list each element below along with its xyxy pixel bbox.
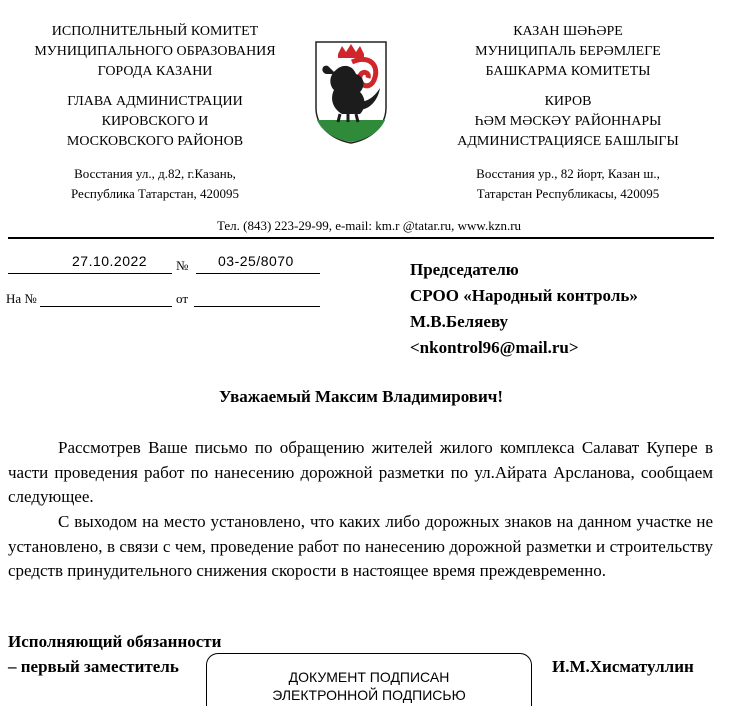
- header-right-address: [418, 164, 718, 204]
- recipient-block: [410, 257, 638, 361]
- header-left-head-line: МОСКОВСКОГО РАЙОНОВ: [66, 134, 244, 149]
- header-left-head: [10, 92, 300, 152]
- ref-from-field: [194, 290, 320, 307]
- header-right-head-line: ҺӘМ МӘСКӘҮ РАЙОННАРЫ: [474, 114, 662, 129]
- reg-number-label: №: [176, 258, 189, 273]
- header-right-org: [418, 22, 718, 82]
- header-right-head-line: АДМИНИСТРАЦИЯСЕ БАШЛЫГЫ: [457, 134, 679, 149]
- header-left-org-line: ГОРОДА КАЗАНИ: [97, 64, 213, 79]
- ref-from-label: от: [176, 291, 189, 306]
- header-left-org-line: МУНИЦИПАЛЬНОГО ОБРАЗОВАНИЯ: [34, 44, 276, 59]
- header-right-address-line: Восстания ур., 82 йорт, Казан ш.,: [476, 166, 660, 181]
- body-paragraph-2: С выходом на место установлено, что каких либо дорожных знаков на данном участке не установлено, в связи с чем, проведение работ по нанесению дорожной разметки и строительству средств принудительного снижения скорости в настоящее время преждевременно.: [8, 512, 713, 580]
- reg-date: 27.10.2022: [72, 253, 148, 269]
- header-right-org-line: КАЗАН ШӘҺӘРЕ: [513, 24, 623, 39]
- signature-position-line-1: Исполняющий обязанности: [8, 632, 222, 651]
- header-left-head-line: КИРОВСКОГО И: [101, 114, 209, 129]
- header-right-org-line: БАШКАРМА КОМИТЕТЫ: [485, 64, 651, 79]
- coat-of-arms-icon: [314, 40, 388, 144]
- recipient-line: Председателю: [410, 260, 519, 279]
- reg-number: 03-25/8070: [218, 253, 294, 269]
- signatory-name: И.М.Хисматуллин: [552, 657, 694, 676]
- stamp-line: ДОКУМЕНТ ПОДПИСАН: [288, 669, 450, 685]
- ref-number-label: На №: [6, 291, 37, 306]
- header-left-address: [10, 164, 300, 204]
- header-left-org: [10, 22, 300, 82]
- header-left-org-line: ИСПОЛНИТЕЛЬНЫЙ КОМИТЕТ: [51, 24, 259, 39]
- recipient-line: СРОО «Народный контроль»: [410, 286, 638, 305]
- header-right-head: [418, 92, 718, 152]
- header-left-address-line: Республика Татарстан, 420095: [70, 186, 240, 201]
- header-divider: [8, 237, 714, 239]
- greeting: Уважаемый Максим Владимирович!: [218, 387, 504, 406]
- recipient-email: <nkontrol96@mail.ru>: [410, 338, 579, 357]
- header-left-head-line: ГЛАВА АДМИНИСТРАЦИИ: [67, 94, 243, 109]
- signature-position-line-2: – первый заместитель: [8, 657, 179, 676]
- e-signature-stamp: [206, 653, 532, 706]
- coat-of-arms: [314, 40, 388, 144]
- ref-number-field: [40, 290, 172, 307]
- header-right-head-line: КИРОВ: [544, 94, 592, 109]
- contacts-line: Тел. (843) 223-29-99, e-mail: km.r @tatar.ru, www.kzn.ru: [216, 218, 522, 233]
- body-paragraph-1: Рассмотрев Ваше письмо по обращению жителей жилого комплекса Салават Купере в части проведения работ по нанесению дорожной разметки по ул.Айрата Арсланова, сообщаем следующее.: [8, 438, 713, 506]
- recipient-line: М.В.Беляеву: [410, 312, 509, 331]
- stamp-line: ЭЛЕКТРОННОЙ ПОДПИСЬЮ: [272, 687, 466, 703]
- header-right-address-line: Татарстан Республикасы, 420095: [476, 186, 660, 201]
- header-right-org-line: МУНИЦИПАЛЬ БЕРӘМЛЕГЕ: [475, 44, 661, 59]
- header-left-address-line: Восстания ул., д.82, г.Казань,: [74, 166, 236, 181]
